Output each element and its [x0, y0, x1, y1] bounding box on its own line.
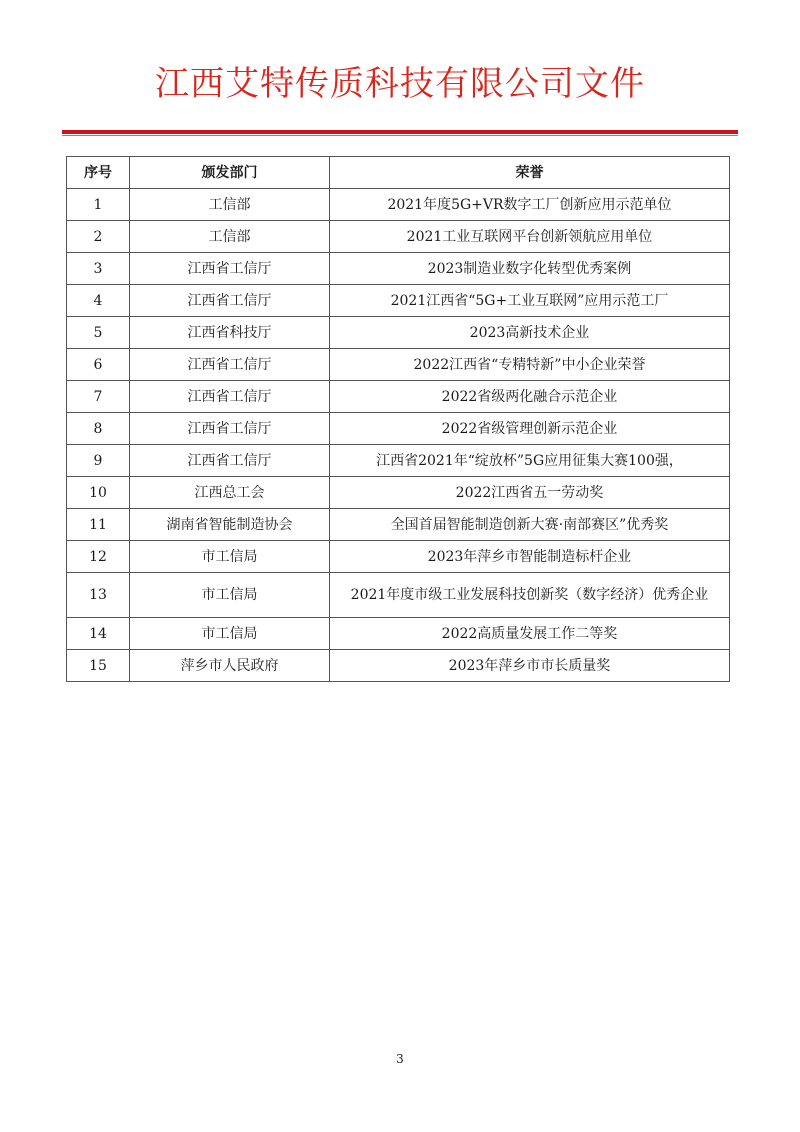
cell-honor: 2021江西省“5G+工业互联网”应用示范工厂: [330, 285, 730, 317]
cell-honor: 2021年度5G+VR数字工厂创新应用示范单位: [330, 189, 730, 221]
cell-honor: 2021年度市级工业发展科技创新奖（数字经济）优秀企业: [330, 573, 730, 618]
cell-no: 9: [67, 445, 130, 477]
table-row: [67, 221, 730, 253]
cell-no: 3: [67, 253, 130, 285]
table-row: [67, 445, 730, 477]
cell-dept: 工信部: [130, 221, 330, 253]
table-row: [67, 189, 730, 221]
honors-table: [66, 156, 730, 682]
cell-honor: 2021工业互联网平台创新领航应用单位: [330, 221, 730, 253]
cell-honor: 2023年萍乡市市长质量奖: [330, 650, 730, 682]
cell-no: 11: [67, 509, 130, 541]
cell-no: 6: [67, 349, 130, 381]
table-row: [67, 618, 730, 650]
column-header-dept: 颁发部门: [130, 157, 330, 189]
cell-no: 15: [67, 650, 130, 682]
cell-honor: 2023高新技术企业: [330, 317, 730, 349]
honors-table-container: [66, 156, 729, 682]
header-red-rule: [62, 130, 738, 134]
cell-honor: 江西省2021年“绽放杯”5G应用征集大赛100强，: [330, 445, 730, 477]
cell-dept: 江西总工会: [130, 477, 330, 509]
table-row: [67, 317, 730, 349]
document-header-title: 江西艾特传质科技有限公司文件: [155, 64, 645, 104]
table-row: [67, 509, 730, 541]
cell-dept: 江西省工信厅: [130, 349, 330, 381]
cell-no: 14: [67, 618, 130, 650]
cell-no: 2: [67, 221, 130, 253]
cell-no: 1: [67, 189, 130, 221]
cell-no: 5: [67, 317, 130, 349]
table-row: [67, 413, 730, 445]
cell-honor: 2022江西省五一劳动奖: [330, 477, 730, 509]
cell-dept: 江西省工信厅: [130, 285, 330, 317]
cell-dept: 工信部: [130, 189, 330, 221]
table-row: [67, 650, 730, 682]
cell-dept: 江西省工信厅: [130, 381, 330, 413]
cell-honor: 2022省级管理创新示范企业: [330, 413, 730, 445]
cell-honor: 2022江西省“专精特新”中小企业荣誉: [330, 349, 730, 381]
cell-no: 7: [67, 381, 130, 413]
cell-dept: 江西省工信厅: [130, 413, 330, 445]
cell-no: 12: [67, 541, 130, 573]
cell-honor: 全国首届智能制造创新大赛·南部赛区”优秀奖: [330, 509, 730, 541]
cell-honor: 2023制造业数字化转型优秀案例: [330, 253, 730, 285]
cell-no: 4: [67, 285, 130, 317]
cell-dept: 市工信局: [130, 541, 330, 573]
cell-dept: 江西省工信厅: [130, 445, 330, 477]
page-number: 3: [396, 1052, 404, 1066]
cell-dept: 市工信局: [130, 573, 330, 618]
cell-dept: 湖南省智能制造协会: [130, 509, 330, 541]
header-grey-rule: [62, 135, 738, 136]
cell-honor: 2022省级两化融合示范企业: [330, 381, 730, 413]
table-row: [67, 573, 730, 618]
column-header-no: 序号: [67, 157, 130, 189]
table-row: [67, 477, 730, 509]
table-row: [67, 541, 730, 573]
cell-honor: 2023年萍乡市智能制造标杆企业: [330, 541, 730, 573]
column-header-honor: 荣誉: [330, 157, 730, 189]
cell-dept: 江西省工信厅: [130, 253, 330, 285]
table-row: [67, 285, 730, 317]
table-row: [67, 253, 730, 285]
cell-dept: 市工信局: [130, 618, 330, 650]
table-row: [67, 349, 730, 381]
cell-no: 10: [67, 477, 130, 509]
cell-no: 8: [67, 413, 130, 445]
cell-dept: 江西省科技厅: [130, 317, 330, 349]
cell-dept: 萍乡市人民政府: [130, 650, 330, 682]
cell-honor: 2022高质量发展工作二等奖: [330, 618, 730, 650]
table-row: [67, 381, 730, 413]
cell-no: 13: [67, 573, 130, 618]
table-header-row: [67, 157, 730, 189]
